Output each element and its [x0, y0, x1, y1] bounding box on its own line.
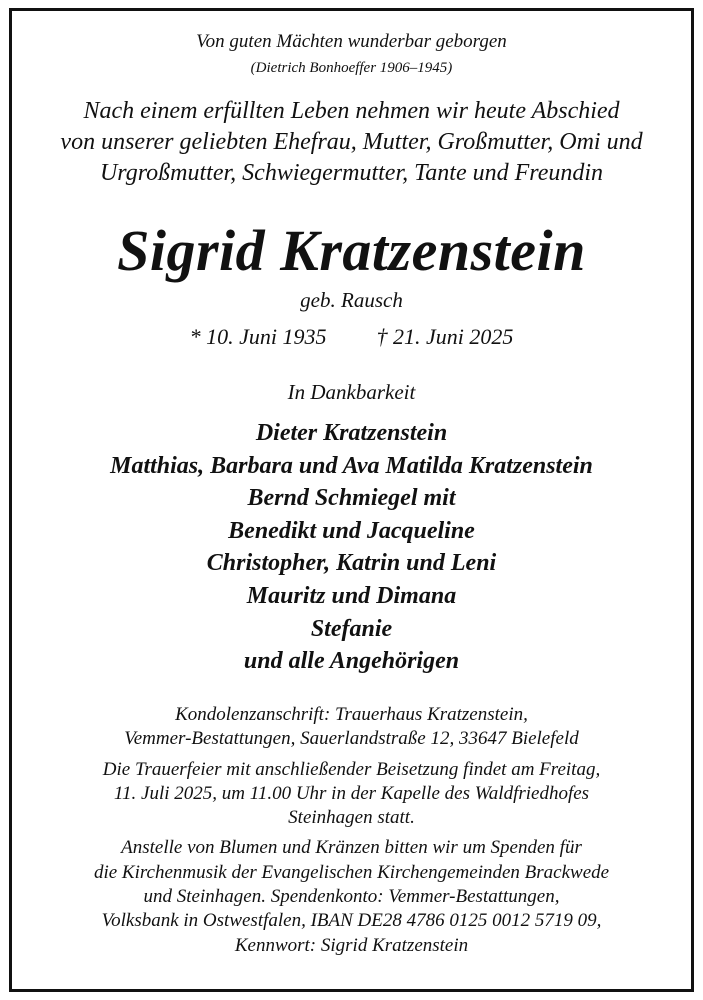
condolence-address: [9, 703, 694, 752]
ceremony-line: 11. Juli 2025, um 11.00 Uhr in der Kapelle des Waldfriedhofes: [113, 782, 590, 804]
born-name: geb. Rausch: [300, 288, 403, 312]
life-dates: [9, 322, 694, 352]
donation-info: [9, 836, 694, 957]
donation-line: Anstelle von Blumen und Kränzen bitten wir um Spenden für: [121, 837, 582, 859]
birth-date: * 10. Juni 1935: [189, 324, 327, 349]
family-line: und alle Angehörigen: [243, 648, 460, 675]
donation-line: und Steinhagen. Spendenkonto: Vemmer-Bestattungen,: [143, 886, 560, 908]
family-line: Matthias, Barbara und Ava Matilda Kratzenstein: [110, 452, 593, 479]
condolence-line: Kondolenzanschrift: Trauerhaus Kratzenstein,: [175, 704, 528, 725]
family-line: Benedikt und Jacqueline: [228, 517, 475, 544]
ceremony-info: [9, 758, 694, 831]
condolence-line: Vemmer-Bestattungen, Sauerlandstraße 12, 33647 Bielefeld: [124, 728, 579, 750]
family-line: Mauritz und Dimana: [246, 582, 457, 609]
ceremony-line: Steinhagen statt.: [288, 807, 415, 829]
ceremony-line: Die Trauerfeier mit anschließender Beisetzung findet am Freitag,: [102, 758, 601, 780]
notice-details: [9, 703, 694, 958]
motto-quote: Von guten Mächten wunderbar geborgen: [196, 31, 507, 52]
family-line: Christopher, Katrin und Leni: [206, 550, 497, 577]
donation-line: Kennwort: Sigrid Kratzenstein: [234, 934, 469, 956]
thanks-line: In Dankbarkeit: [287, 380, 416, 404]
death-date: † 21. Juni 2025: [376, 324, 514, 349]
family-line: Stefanie: [310, 615, 393, 642]
family-line: Dieter Kratzenstein: [255, 420, 448, 446]
donation-line: Volksbank in Ostwestfalen, IBAN DE28 4786 0125 0012 5719 09,: [101, 910, 602, 932]
donation-line: die Kirchenmusik der Evangelischen Kirchengemeinden Brackwede: [93, 861, 610, 883]
intro-line: von unserer geliebten Ehefrau, Mutter, Großmutter, Omi und: [60, 129, 643, 155]
family-signatures: [9, 417, 694, 678]
intro-line: Urgroßmutter, Schwiegermutter, Tante und Freundin: [99, 160, 604, 186]
intro-line: Nach einem erfüllten Leben nehmen wir heute Abschied: [83, 98, 620, 124]
intro-text: [9, 96, 694, 189]
family-line: Bernd Schmiegel mit: [247, 485, 456, 512]
motto-source: (Dietrich Bonhoeffer 1906–1945): [250, 60, 453, 76]
deceased-name: Sigrid Kratzenstein: [117, 218, 586, 283]
obituary-notice: [9, 8, 694, 992]
